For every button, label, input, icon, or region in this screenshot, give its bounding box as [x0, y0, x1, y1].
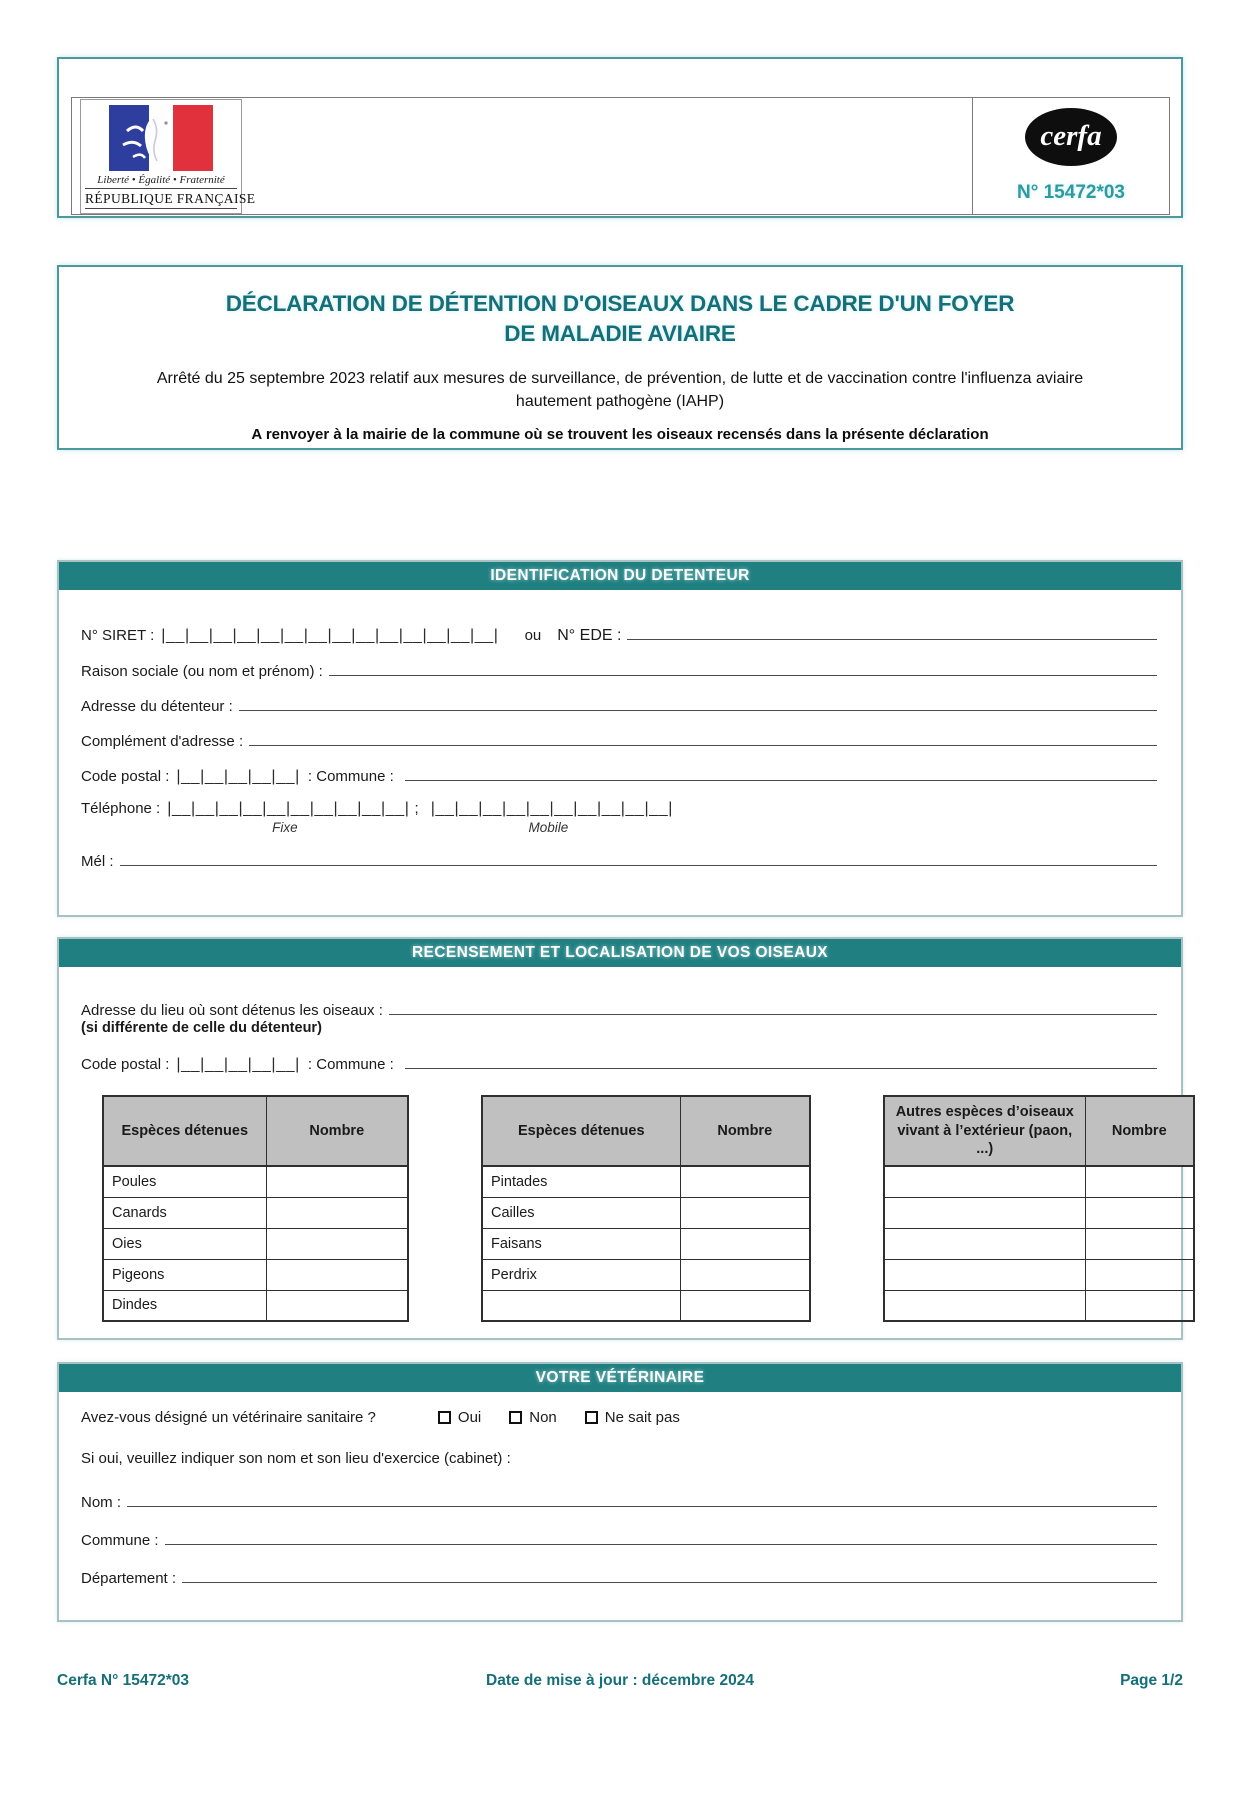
- commune-lieu-input-line[interactable]: [405, 1052, 1157, 1069]
- ou-text: ou: [524, 627, 542, 644]
- option-oui[interactable]: [438, 1409, 481, 1426]
- header-table: [71, 97, 1170, 215]
- species-tables: [81, 1095, 1167, 1322]
- adresse-lieu-oiseaux-input-line[interactable]: [389, 998, 1157, 1015]
- form-title-line1: DÉCLARATION DE DÉTENTION D'OISEAUX DANS LE CADRE D'UN FOYER: [225, 291, 1015, 316]
- mel-input-line[interactable]: [120, 849, 1157, 866]
- nombre-cell[interactable]: [680, 1290, 810, 1321]
- section-identification: [57, 560, 1183, 917]
- siret-label: N° SIRET :: [81, 627, 155, 644]
- non-checkbox[interactable]: [509, 1411, 522, 1424]
- telephone-separator: ;: [414, 800, 419, 817]
- section-recensement-header: RECENSEMENT ET LOCALISATION DE VOS OISEAUX: [59, 939, 1181, 967]
- code-postal-comb-field[interactable]: |__|__|__|__|__|: [176, 768, 300, 785]
- nombre-cell[interactable]: [680, 1259, 810, 1290]
- species-cell: Pintades: [482, 1166, 680, 1197]
- fixe-caption: Fixe: [272, 820, 298, 835]
- nombre-cell[interactable]: [1085, 1228, 1194, 1259]
- option-ne-sait-pas[interactable]: [585, 1409, 680, 1426]
- logo-motto: Liberté • Égalité • Fraternité: [85, 174, 237, 189]
- nombre-cell[interactable]: [266, 1259, 408, 1290]
- mobile-caption: Mobile: [528, 820, 569, 835]
- nombre-cell[interactable]: [1085, 1290, 1194, 1321]
- section-identification-header: IDENTIFICATION DU DETENTEUR: [59, 562, 1181, 590]
- cerfa-logo: [1025, 108, 1117, 166]
- veterinaire-nom-input-line[interactable]: [127, 1490, 1157, 1507]
- veterinaire-departement-input-line[interactable]: [182, 1566, 1157, 1583]
- veterinaire-options: [438, 1409, 708, 1426]
- code-postal-lieu-label: Code postal :: [81, 1056, 170, 1073]
- species-table-3: [883, 1095, 1195, 1322]
- nombre-cell[interactable]: [266, 1290, 408, 1321]
- footer-cerfa-number: Cerfa N° 15472*03: [57, 1672, 190, 1689]
- form-subtitle: Arrêté du 25 septembre 2023 relatif aux mesures de surveillance, de prévention, de lutte et de vaccination contre l'influenza aviaire hautement pathogène (IAHP): [156, 369, 1084, 410]
- option-non[interactable]: [509, 1409, 557, 1426]
- species-cell-empty[interactable]: [884, 1197, 1085, 1228]
- species-cell-empty[interactable]: [884, 1166, 1085, 1197]
- telephone-label: Téléphone :: [81, 800, 161, 817]
- species-cell: Faisans: [482, 1228, 680, 1259]
- header-box: [57, 57, 1183, 218]
- page-footer: [57, 1672, 1183, 1690]
- raison-sociale-label: Raison sociale (ou nom et prénom) :: [81, 663, 323, 680]
- species-cell-empty[interactable]: [884, 1259, 1085, 1290]
- nombre-cell[interactable]: [1085, 1259, 1194, 1290]
- telephone-mobile-comb-field[interactable]: |__|__|__|__|__|__|__|__|__|__|: [430, 800, 673, 817]
- table3-header-nombre: Nombre: [1085, 1096, 1194, 1166]
- species-cell: Perdrix: [482, 1259, 680, 1290]
- species-cell: Pigeons: [103, 1259, 266, 1290]
- form-title: [59, 289, 1181, 350]
- nombre-cell[interactable]: [680, 1166, 810, 1197]
- telephone-fixe-comb-field[interactable]: |__|__|__|__|__|__|__|__|__|__|: [167, 800, 410, 817]
- nombre-cell[interactable]: [1085, 1166, 1194, 1197]
- nombre-cell[interactable]: [680, 1228, 810, 1259]
- adresse-detenteur-input-line[interactable]: [239, 694, 1157, 711]
- section-veterinaire-header: VOTRE VÉTÉRINAIRE: [59, 1364, 1181, 1392]
- table1-header-nombre: Nombre: [266, 1096, 408, 1166]
- adresse-lieu-note: (si différente de celle du détenteur): [81, 1020, 322, 1036]
- republique-francaise-logo: [80, 99, 256, 214]
- si-oui-instruction: Si oui, veuillez indiquer son nom et son lieu d'exercice (cabinet) :: [81, 1450, 511, 1467]
- oui-checkbox[interactable]: [438, 1411, 451, 1424]
- veterinaire-commune-label: Commune :: [81, 1532, 159, 1549]
- species-table-1: [102, 1095, 409, 1322]
- complement-adresse-label: Complément d'adresse :: [81, 733, 244, 750]
- ne-sait-pas-label: Ne sait pas: [604, 1409, 680, 1426]
- nombre-cell[interactable]: [680, 1197, 810, 1228]
- raison-sociale-input-line[interactable]: [329, 659, 1157, 676]
- nombre-cell[interactable]: [266, 1228, 408, 1259]
- logo-republic-name: RÉPUBLIQUE FRANÇAISE: [85, 189, 237, 209]
- ede-input-line[interactable]: [627, 623, 1157, 640]
- complement-adresse-input-line[interactable]: [249, 729, 1157, 746]
- form-title-line2: DE MALADIE AVIAIRE: [504, 321, 736, 347]
- table2-header-nombre: Nombre: [680, 1096, 810, 1166]
- species-cell-empty[interactable]: [482, 1290, 680, 1321]
- section-recensement: [57, 937, 1183, 1340]
- form-page: [0, 57, 1240, 1690]
- siret-comb-field[interactable]: |__|__|__|__|__|__|__|__|__|__|__|__|__|__|: [161, 627, 499, 644]
- species-table-2: [481, 1095, 811, 1322]
- code-postal-label: Code postal :: [81, 768, 170, 785]
- ne-sait-pas-checkbox[interactable]: [585, 1411, 598, 1424]
- header-cell-logo: [72, 98, 973, 214]
- cerfa-logo-text: cerfa: [1040, 119, 1102, 152]
- veterinaire-nom-label: Nom :: [81, 1494, 122, 1511]
- french-flag-marianne-icon: [109, 105, 213, 171]
- commune-input-line[interactable]: [405, 764, 1157, 781]
- header-cell-cerfa: [973, 98, 1169, 214]
- nombre-cell[interactable]: [1085, 1197, 1194, 1228]
- footer-update-date: Date de mise à jour : décembre 2024: [486, 1672, 754, 1689]
- form-return-note: A renvoyer à la mairie de la commune où se trouvent les oiseaux recensés dans la présente déclaration: [251, 426, 989, 444]
- species-cell-empty[interactable]: [884, 1290, 1085, 1321]
- cerfa-form-number: N° 15472*03: [1017, 182, 1125, 203]
- ede-label: N° EDE :: [557, 627, 622, 644]
- species-cell-empty[interactable]: [884, 1228, 1085, 1259]
- species-cell: Oies: [103, 1228, 266, 1259]
- table3-header-autres-especes: Autres espèces d’oiseaux vivant à l’extérieur (paon, ...): [884, 1096, 1085, 1166]
- table1-header-especes: Espèces détenues: [103, 1096, 266, 1166]
- adresse-lieu-oiseaux-label: Adresse du lieu où sont détenus les oiseaux :: [81, 1002, 383, 1019]
- commune-label: : Commune :: [307, 768, 394, 785]
- veterinaire-question: Avez-vous désigné un vétérinaire sanitaire ?: [81, 1409, 376, 1426]
- species-cell: Poules: [103, 1166, 266, 1197]
- veterinaire-commune-input-line[interactable]: [165, 1528, 1157, 1545]
- species-cell: Canards: [103, 1197, 266, 1228]
- footer-page-number: Page 1/2: [1120, 1672, 1183, 1689]
- species-cell: Cailles: [482, 1197, 680, 1228]
- non-label: Non: [529, 1409, 557, 1426]
- veterinaire-departement-label: Département :: [81, 1570, 177, 1587]
- species-cell: Dindes: [103, 1290, 266, 1321]
- table2-header-especes: Espèces détenues: [482, 1096, 680, 1166]
- nombre-cell[interactable]: [266, 1166, 408, 1197]
- title-box: [57, 265, 1183, 450]
- oui-label: Oui: [457, 1409, 482, 1426]
- nombre-cell[interactable]: [266, 1197, 408, 1228]
- adresse-detenteur-label: Adresse du détenteur :: [81, 698, 233, 715]
- section-veterinaire: [57, 1362, 1183, 1622]
- mel-label: Mél :: [81, 853, 114, 870]
- commune-lieu-label: : Commune :: [307, 1056, 394, 1073]
- code-postal-lieu-comb-field[interactable]: |__|__|__|__|__|: [176, 1056, 300, 1073]
